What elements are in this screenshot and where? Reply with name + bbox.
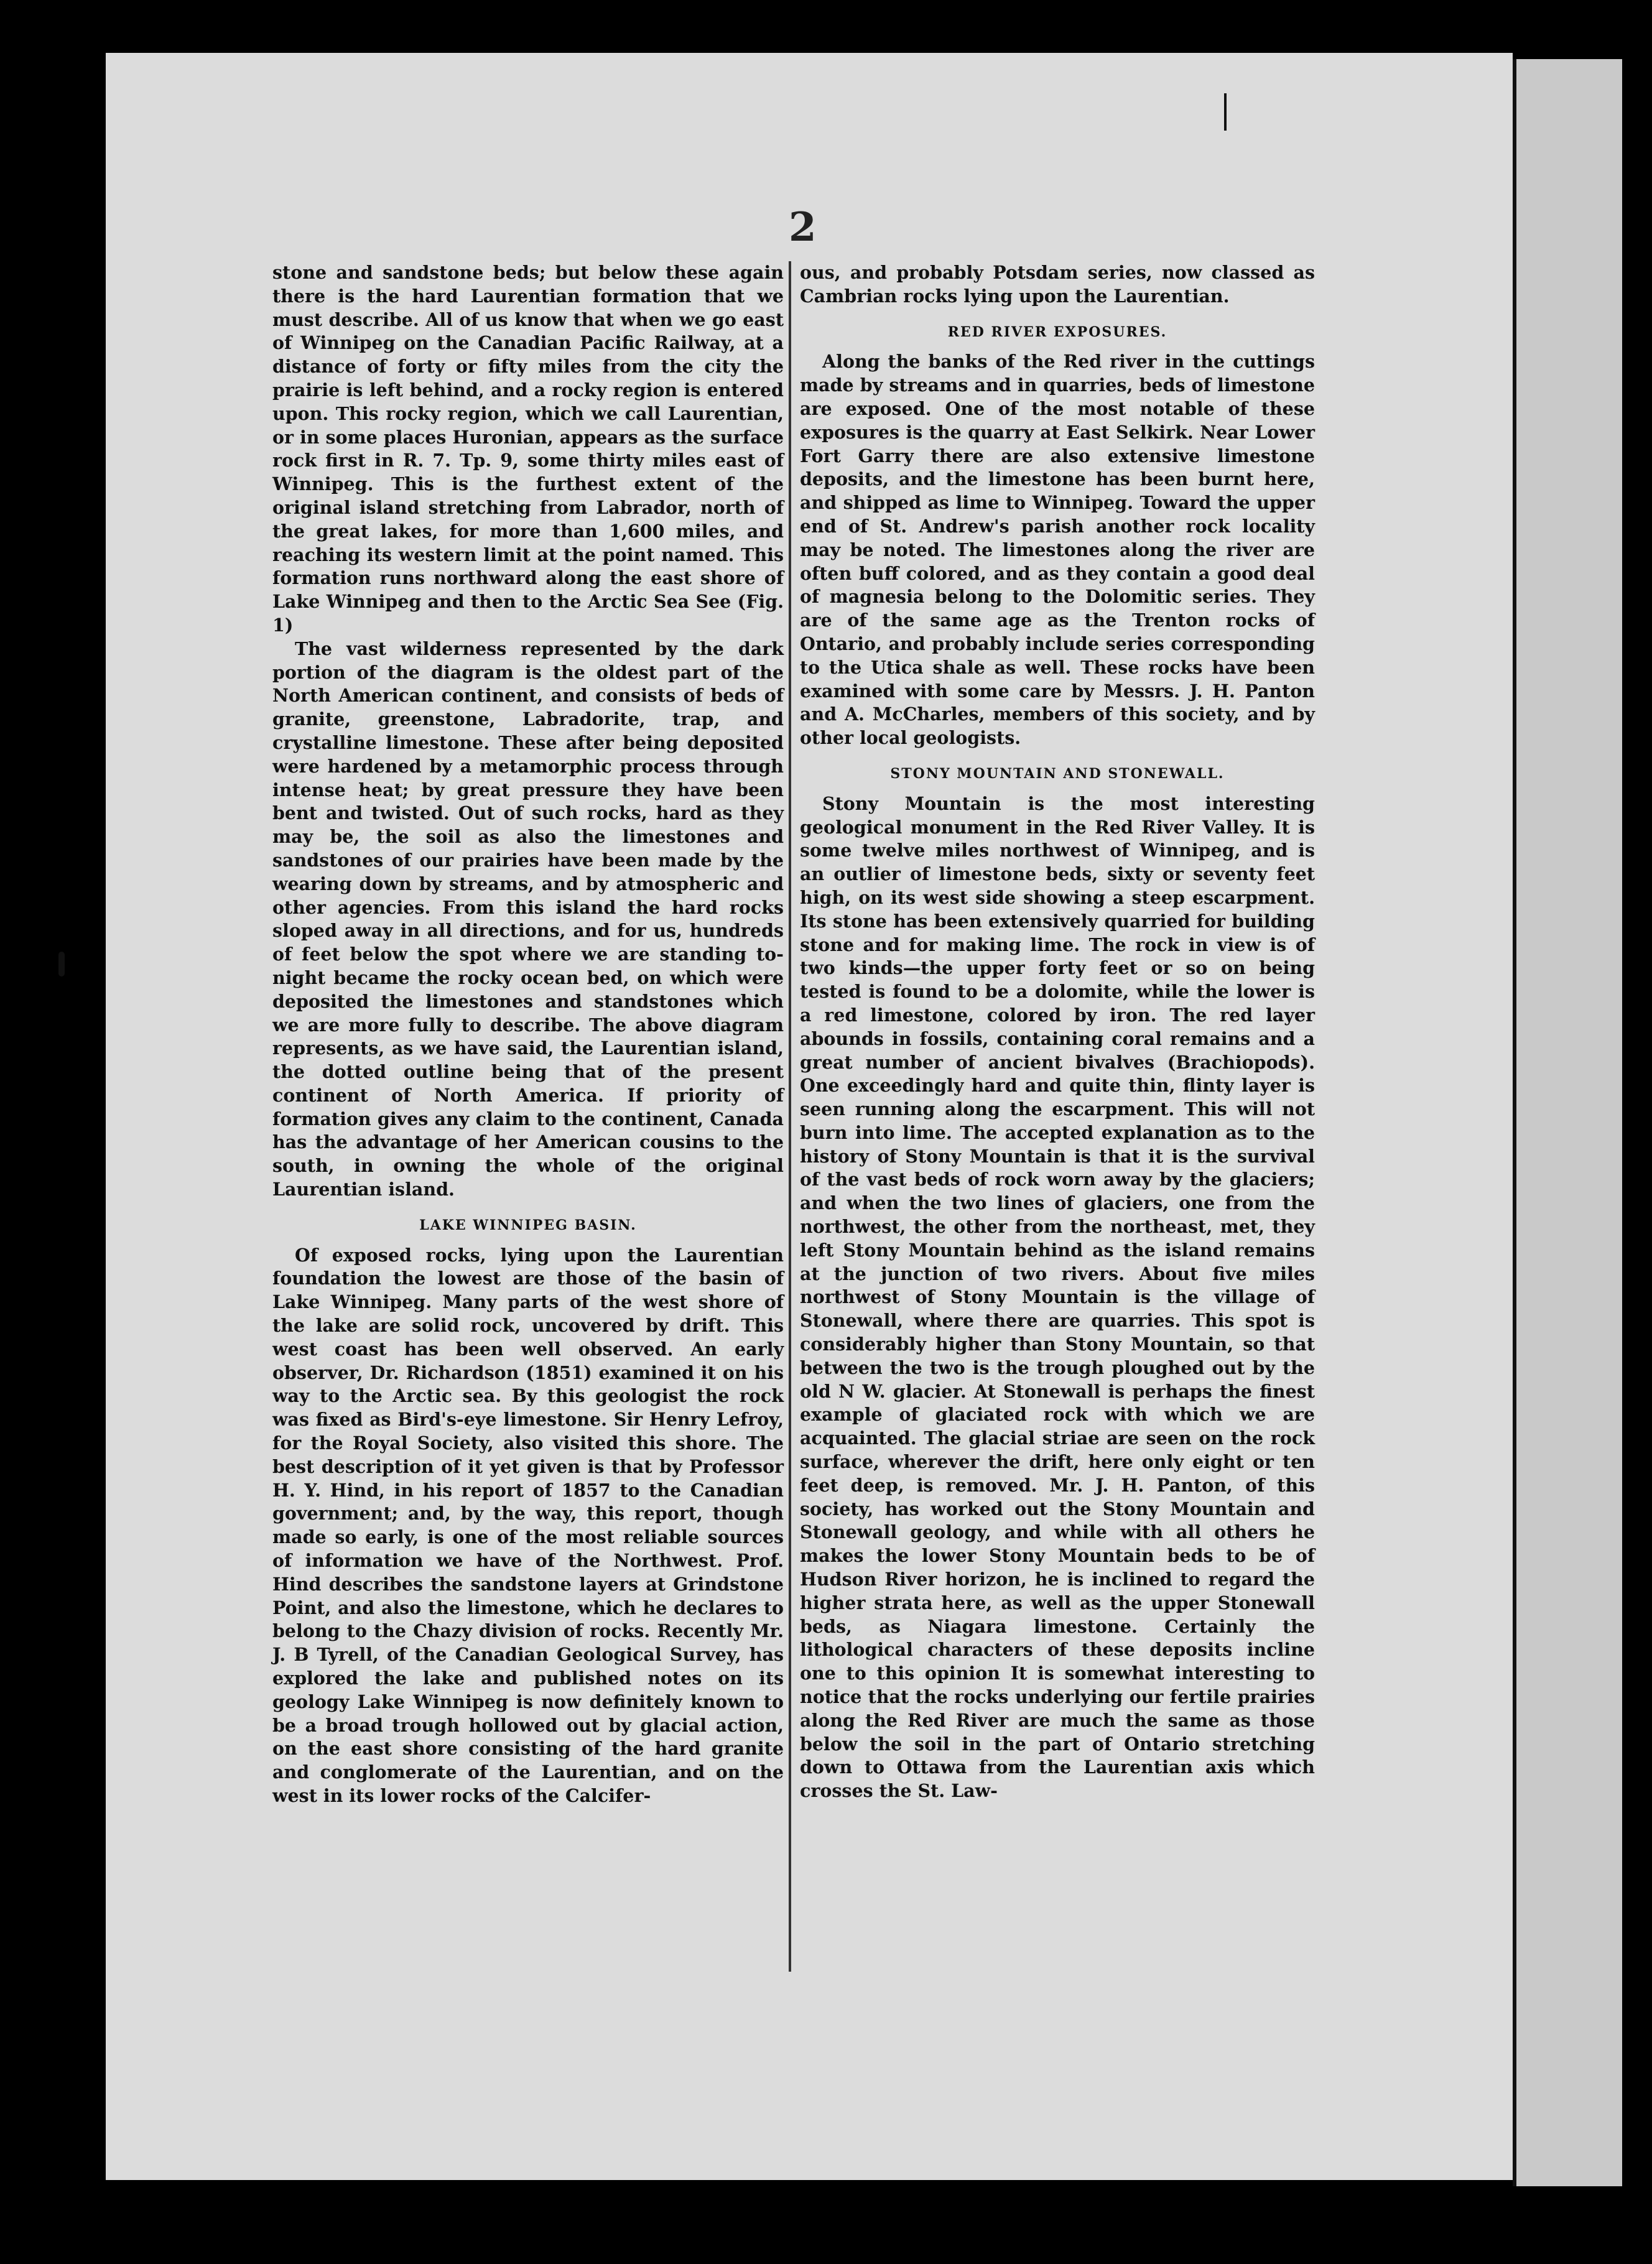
scan-mark <box>1224 93 1227 131</box>
right-paragraph-continued: ous, and probably Potsdam series, now classed as Cambrian rocks lying upon the Laurentian. <box>800 262 1315 307</box>
section-heading-lake-winnipeg: LAKE WINNIPEG BASIN. <box>419 1217 637 1233</box>
column-divider <box>789 261 791 1972</box>
left-paragraph-3: Of exposed rocks, lying upon the Laurentian foundation the lowest are those of the basin of Lake Winnipeg. Many parts of the west shore of the lake are solid rock, uncovered by drift. This west coast has been well observed. An early observer, Dr. Richardson (1851) examined it on his way to the Arctic sea. By this geologist the rock was fixed as Bird's-eye limestone. Sir Henry Lefroy, for the Royal Society, also visited this shore. The best description of it yet given is that by Professor H. Y. Hind, in his report of 1857 to the Canadian government; and, by the way, this report, though made so early, is one of the most reliable sources of information we have of the Northwest. Prof. Hind describes the sandstone layers at Grindstone Point, and also the limestone, which he declares to belong to the Chazy division of rocks. Recently Mr. J. B Tyrell, of the Canadian Geological Survey, has explored the lake and published notes on its geology Lake Winnipeg is now definitely known to be a broad trough hollowed out by glacial action, on the east shore consisting of the hard granite and conglomerate of the Laurentian, and on the west in its lower rocks of the Calcifer- <box>272 1244 784 1806</box>
right-paragraph-2: Stony Mountain is the most interesting geological monument in the Red River Valley. It is some twelve miles northwest of Winnipeg, and is an outlier of limestone beds, sixty or seventy feet high, on its west side showing a steep escarpment. Its stone has been extensively quarried for building stone and for making lime. The rock in view is of two kinds—the upper forty feet or so on being tested is found to be a dolomite, while the lower is a red limestone, colored by iron. The red layer abounds in fossils, containing coral remains and a great number of ancient bivalves (Brachiopods). One exceedingly hard and quite thin, flinty layer is seen running along the escarpment. This will not burn into lime. The accepted explanation as to the history of Stony Mountain is that it is the survival of the vast beds of rock worn away by the glaciers; and when the two lines of glaciers, one from the northwest, the other from the northeast, met, they left Stony Mountain behind as the island remains at the junction of two rivers. About five miles northwest of Stony Mountain is the village of Stonewall, where there are quarries. This spot is considerably higher than Stony Mountain, so that between the two is the trough ploughed out by the old N W. glacier. At Stonewall is perhaps the finest example of glaciated rock with which we are acquainted. The glacial striae are seen on the rock surface, wherever the drift, here only eight or ten feet deep, is removed. Mr. J. H. Panton, of this society, has worked out the Stony Mountain and Stonewall geology, and while with all others he makes the lower Stony Mountain beds to be of Hudson River horizon, he is inclined to regard the higher strata here, as well as the upper Stonewall beds, as Niagara limestone. Certainly the lithological characters of these deposits incline one to this opinion It is somewhat interesting to notice that the rocks underlying our fertile prairies along the Red River are much the same as those below the soil in the part of Ontario stretching down to Ottawa from the Laurentian axis which crosses the St. Law- <box>800 792 1315 1802</box>
scan-mark <box>58 952 65 977</box>
right-column <box>800 261 1315 1803</box>
left-paragraph-1: stone and sandstone beds; but below these again there is the hard Laurentian formation that we must describe. All of us know that when we go east of Winnipeg on the Canadian Pacific Railway, at a distance of forty or fifty miles from the city the prairie is left behind, and a rocky region is entered upon. This rocky region, which we call Laurentian, or in some places Huronian, appears as the surface rock first in R. 7. Tp. 9, some thirty miles east of Winnipeg. This is the furthest extent of the original island stretching from Labrador, north of the great lakes, for more than 1,600 miles, and reaching its western limit at the point named. This formation runs northward along the east shore of Lake Winnipeg and then to the Arctic Sea See (Fig. 1) <box>272 262 784 636</box>
adjacent-page-edge <box>1513 59 1622 2186</box>
left-column <box>272 261 784 1808</box>
section-heading-stony-mountain: STONY MOUNTAIN AND STONEWALL. <box>890 765 1225 782</box>
page-number: 2 <box>789 204 817 251</box>
section-heading-red-river: RED RIVER EXPOSURES. <box>947 323 1167 340</box>
left-paragraph-2: The vast wilderness represented by the dark portion of the diagram is the oldest part of the North American continent, and consists of beds of granite, greenstone, Labradorite, trap, and crystalline limestone. These after being deposited were hardened by a metamorphic process through intense heat; by great pressure they have been bent and twisted. Out of such rocks, hard as they may be, the soil as also the limestones and sandstones of our prairies have been made by the wearing down by streams, and by atmospheric and other agencies. From this island the hard rocks sloped away in all directions, and for us, hundreds of feet below the spot where we are standing to-night became the rocky ocean bed, on which were deposited the limestones and standstones which we are more fully to describe. The above diagram represents, as we have said, the Laurentian island, the dotted outline being that of the present continent of North America. If priority of formation gives any claim to the continent, Canada has the advantage of her American cousins to the south, in owning the whole of the original Laurentian island. <box>272 638 784 1200</box>
right-paragraph-1: Along the banks of the Red river in the cuttings made by streams and in quarries, beds of limestone are exposed. One of the most notable of these exposures is the quarry at East Selkirk. Near Lower Fort Garry there are also extensive limestone deposits, and the limestone has been burnt here, and shipped as lime to Winnipeg. Toward the upper end of St. Andrew's parish another rock locality may be noted. The limestones along the river are often buff colored, and as they contain a good deal of magnesia belong to the Dolomitic series. They are of the same age as the Trenton rocks of Ontario, and probably include series corresponding to the Utica shale as well. These rocks have been examined with some care by Messrs. J. H. Panton and A. McCharles, members of this society, and by other local geologists. <box>800 351 1315 749</box>
